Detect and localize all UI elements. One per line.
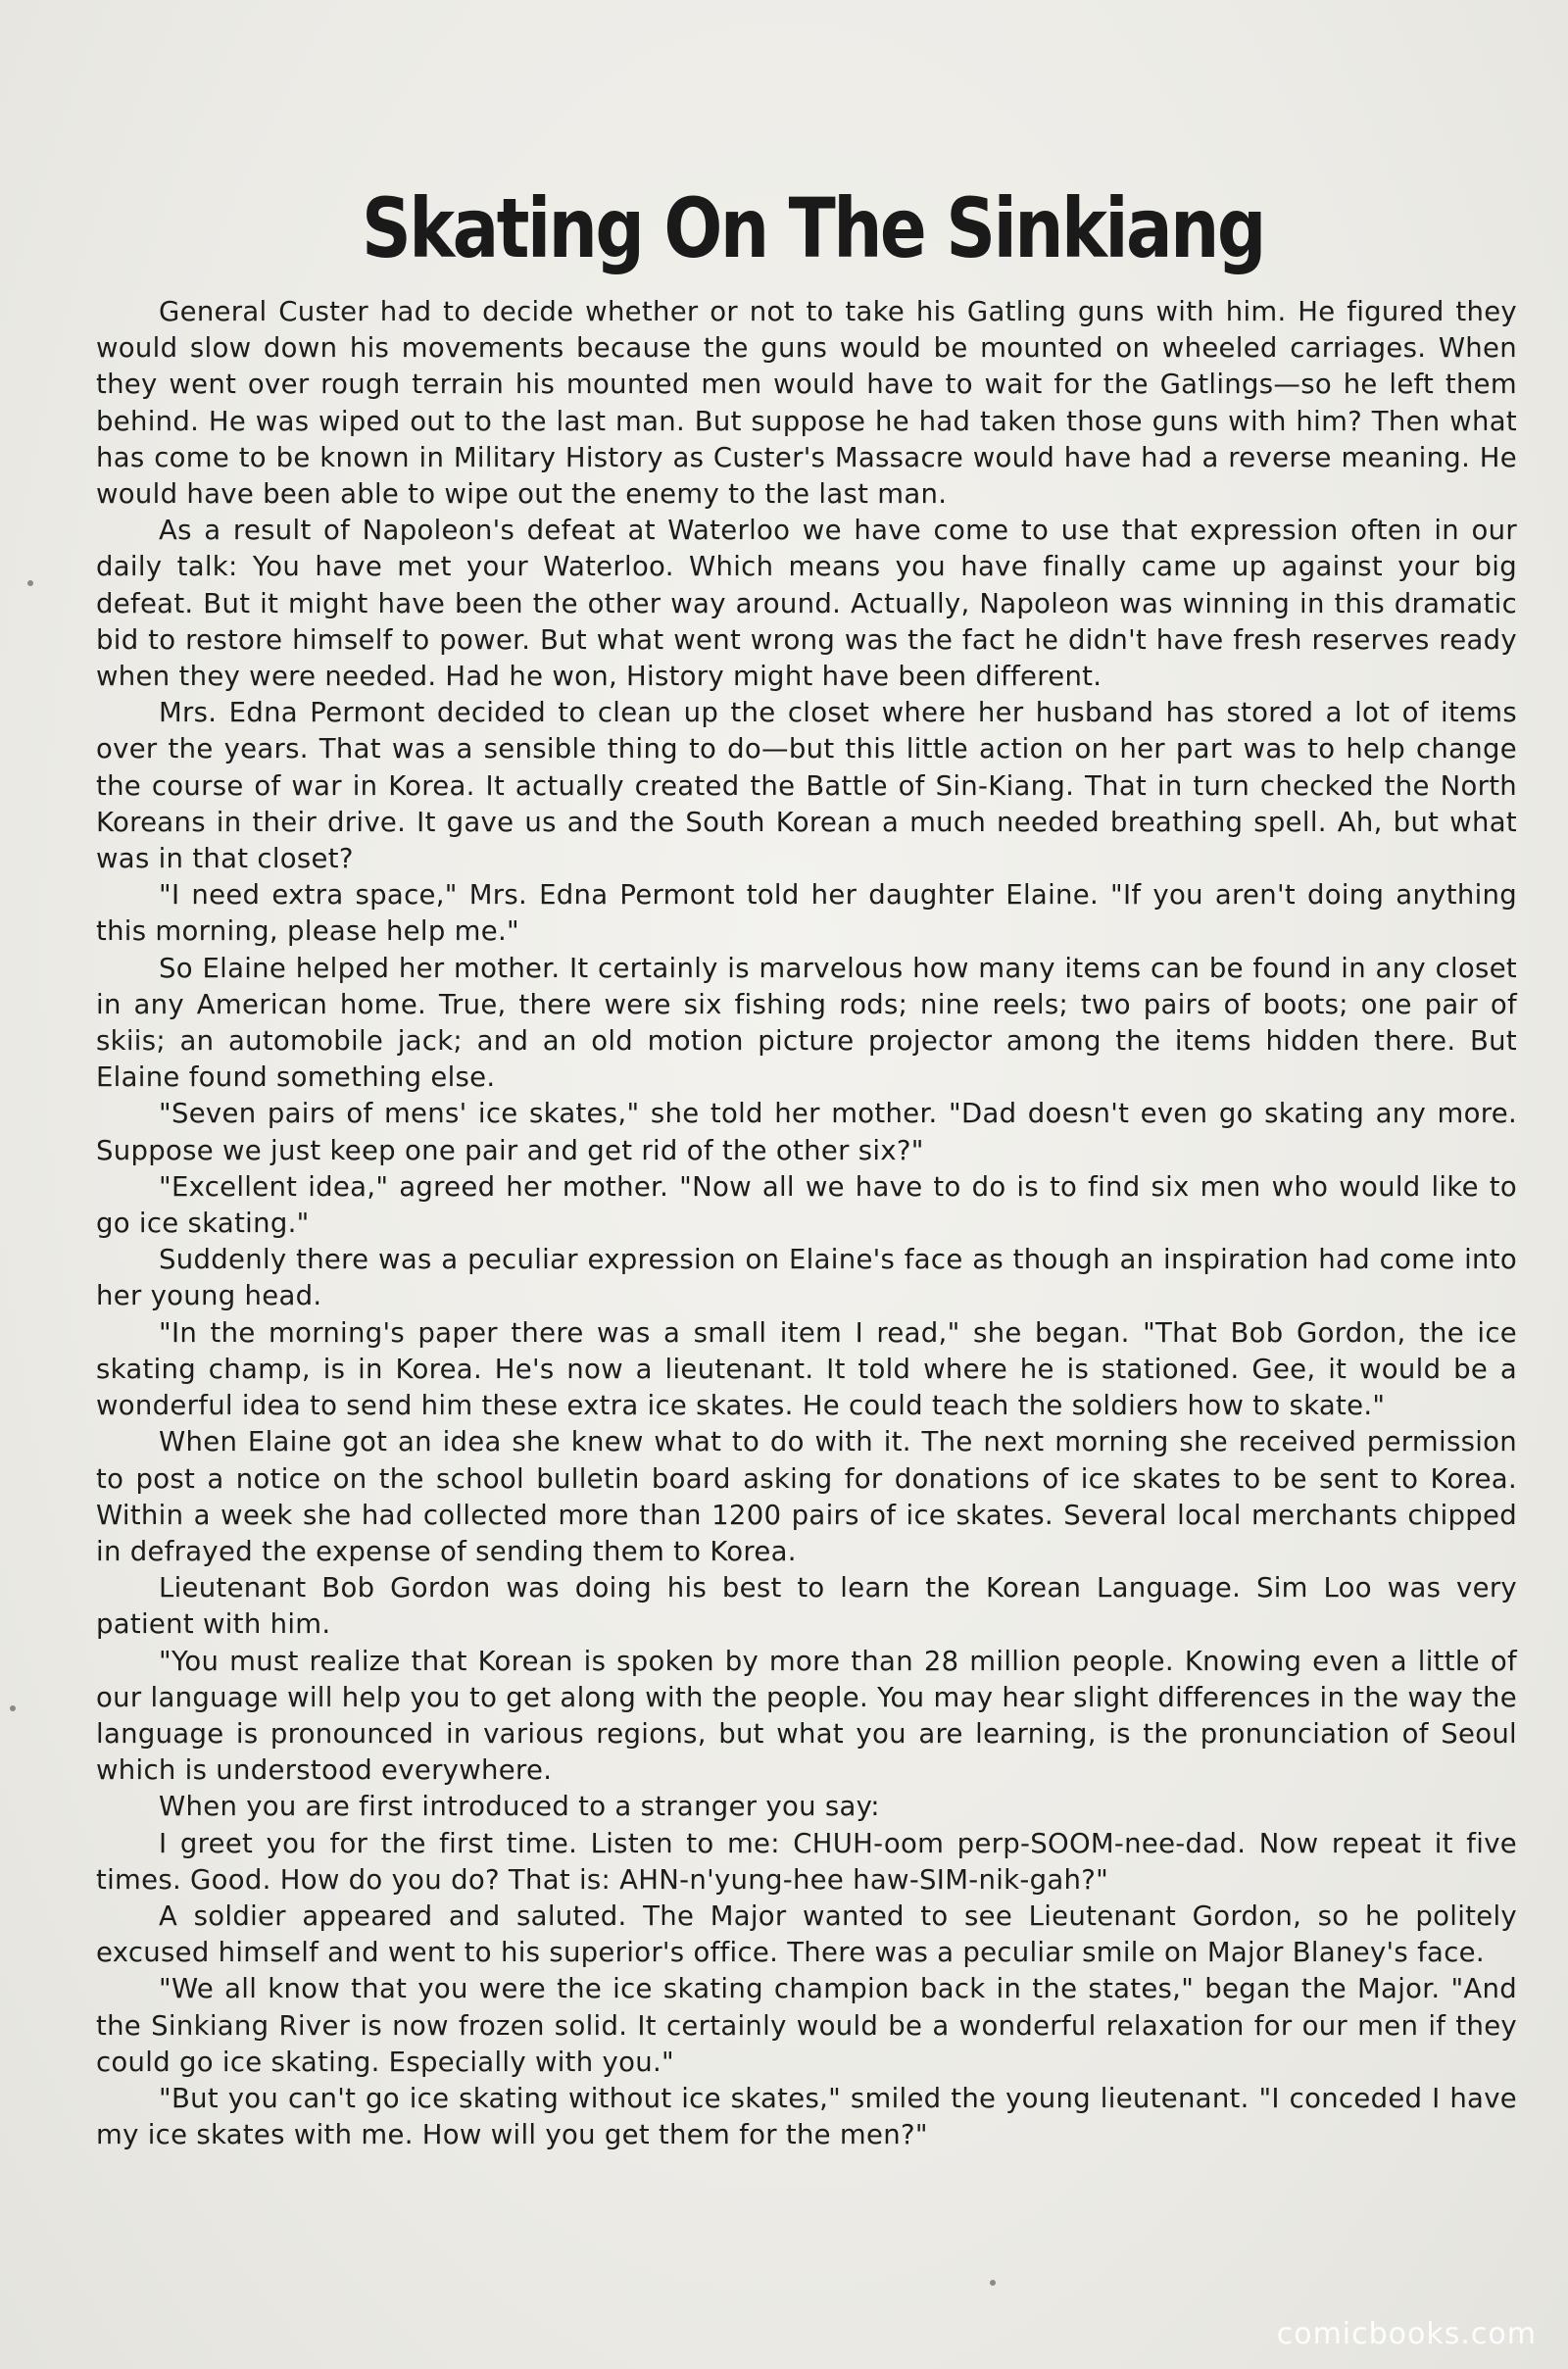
paragraph: "Excellent idea," agreed her mother. "Now all we have to do is to find six men who would like to go ice skating." [96,1170,1517,1240]
paragraph: When you are first introduced to a stranger you say: [159,1791,880,1823]
paragraph: Mrs. Edna Permont decided to clean up the closet where her husband has stored a lot of items over the years. That was a sensible thing to do—but this little action on her part was to help change the course of war in Korea. It actually created the Battle of Sin-Kiang. That in turn checked the North Koreans in their drive. It gave us and the South Korean a much needed breathing spell. Ah, but what was in that closet? [96,697,1517,875]
article-body [96,294,1517,2153]
paragraph: "I need extra space," Mrs. Edna Permont told her daughter Elaine. "If you aren't doing anything this morning, please help me." [96,879,1517,948]
paragraph: When Elaine got an idea she knew what to do with it. The next morning she received permission to post a notice on the school bulletin board asking for donations of ice skates to be sent to Korea. Within a week she had collected more than 1200 pairs of ice skates. Several local merchants chipped in defrayed the expense of sending them to Korea. [96,1426,1517,1567]
paragraph: Suddenly there was a peculiar expression on Elaine's face as though an inspiration had come into her young head. [96,1244,1517,1312]
paragraph: "We all know that you were the ice skating champion back in the states," began the Major. "And the Sinkiang River is now frozen solid. It certainly would be a wonderful relaxation for our men if they could go ice skating. Especially with you." [96,1973,1517,2078]
paragraph: "But you can't go ice skating without ice skates," smiled the young lieutenant. "I conceded I have my ice skates with me. How will you get them for the men?" [96,2082,1517,2151]
paragraph: "Seven pairs of mens' ice skates," she told her mother. "Dad doesn't even go skating any more. Suppose we just keep one pair and get rid of the other six?" [96,1098,1517,1166]
paragraph: "You must realize that Korean is spoken by more than 28 million people. Knowing even a little of our language will help you to get along with the people. You may hear slight differences in the way the language is pronounced in various regions, but what you are learning, is the pronunciation of Seoul which is understood everywhere. [96,1645,1517,1787]
print-speck [990,2280,996,2286]
paragraph: A soldier appeared and saluted. The Major wanted to see Lieutenant Gordon, so he politely excused himself and went to his superior's office. There was a peculiar smile on Major Blaney's face. [96,1900,1517,1969]
watermark: comicbooks.com [1276,2317,1537,2351]
paragraph: I greet you for the first time. Listen to me: CHUH-oom perp-SOOM-nee-dad. Now repeat it five times. Good. How do you do? That is: AHN-n'yung-hee haw-SIM-nik-gah?" [96,1827,1517,1896]
paragraph: Lieutenant Bob Gordon was doing his best to learn the Korean Language. Sim Loo was very patient with him. [96,1572,1517,1641]
paragraph: "In the morning's paper there was a small item I read," she began. "That Bob Gordon, the ice skating champ, is in Korea. He's now a lieutenant. It told where he is stationed. Gee, it would be a wonderful idea to send him these extra ice skates. He could teach the soldiers how to skate." [96,1316,1517,1422]
print-speck [10,1705,16,1711]
paragraph: General Custer had to decide whether or not to take his Gatling guns with him. He figured they would slow down his movements because the guns would be mounted on wheeled carriages. When they went over rough terrain his mounted men would have to wait for the Gatlings—so he left them behind. He was wiped out to the last man. But suppose he had taken those guns with him? Then what has come to be known in Military History as Custer's Massacre would have had a reverse meaning. He would have been able to wipe out the enemy to the last man. [96,296,1517,511]
paragraph: As a result of Napoleon's defeat at Waterloo we have come to use that expression often in our daily talk: You have met your Waterloo. Which means you have finally came up against your big defeat. But it might have been the other way around. Actually, Napoleon was winning in this dramatic bid to restore himself to power. But what went wrong was the fact he didn't have fresh reserves ready when they were needed. Had he won, History might have been different. [96,515,1517,693]
print-speck [27,580,33,586]
article-title: Skating On The Sinkiang [361,180,1264,276]
paragraph: So Elaine helped her mother. It certainly is marvelous how many items can be found in any closet in any American home. True, there were six fishing rods; nine reels; two pairs of boots; one pair of skiis; an automobile jack; and an old motion picture projector among the items hidden there. But Elaine found something else. [96,952,1517,1094]
